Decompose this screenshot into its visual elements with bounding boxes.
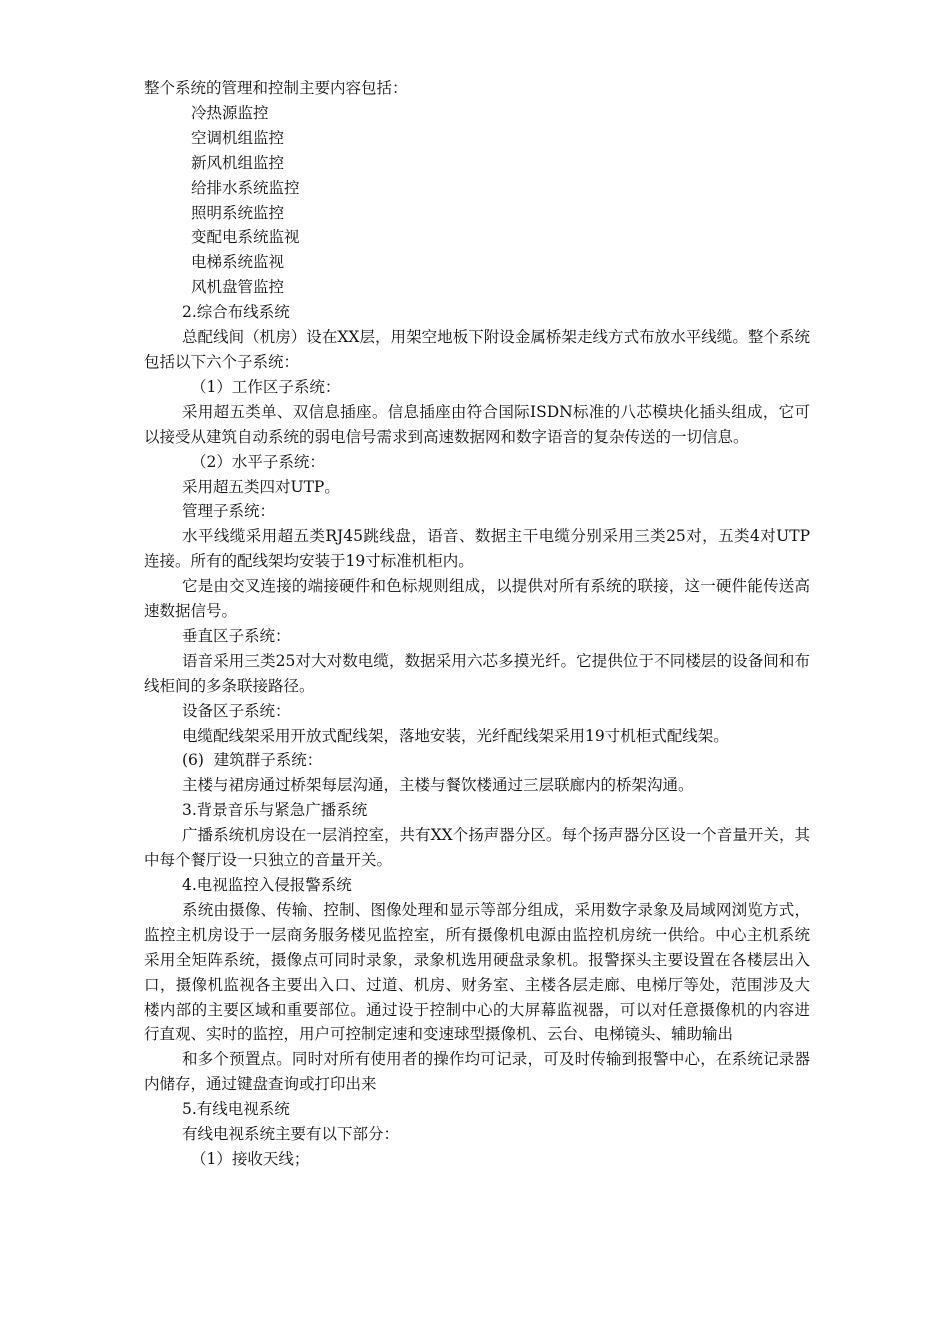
section-heading-cctv: 4.电视监控入侵报警系统: [182, 876, 352, 894]
paragraph-management-1: 水平线缆采用超五类RJ45跳线盘，语音、数据主干电缆分别采用三类25对，五类4对UTP连接。所有的配线架均安装于19寸标准机柜内。: [144, 527, 810, 571]
paragraph-cabling: 总配线间（机房）设在XX层，用架空地板下附设金属桥架走线方式布放水平线缆。整个系统包括以下六个子系统：: [144, 328, 810, 371]
monitor-list: [144, 101, 810, 300]
subsection-heading-campus: (6) 建筑群子系统：: [182, 751, 323, 770]
section-heading-catv: 5.有线电视系统: [182, 1100, 290, 1119]
list-item: 空调机组监控: [191, 128, 285, 147]
intro-text: 整个系统的管理和控制主要内容包括：: [144, 79, 408, 97]
paragraph-horizontal: 采用超五类四对UTP。: [182, 477, 340, 496]
section-heading-cabling: 2.综合布线系统: [182, 303, 290, 322]
list-item: 新风机组监控: [191, 153, 285, 172]
list-item: 风机盘管监控: [191, 278, 285, 297]
paragraph-cctv-2: 和多个预置点。同时对所有使用者的操作均可记录，可及时传输到报警中心，在系统记录器内储存，通过键盘查询或打印出来: [144, 1050, 810, 1094]
subsection-heading-management: 管理子系统：: [182, 502, 276, 521]
paragraph-cctv-1: 系统由摄像、传输、控制、图像处理和显示等部分组成，采用数字录象及局域网浏览方式，监控主机房设于一层商务服务楼见监控室，所有摄像机电源由监控机房统一供给。中心主机系统采用全矩阵系统，摄像点可同时录象，录象机选用硬盘录象机。报警探头主要设置在各楼层出入口，摄像机监视各主要出入口、过道、机房、财务室、主楼各层走廊、电梯厅等处，范围涉及大楼内部的主要区域和重要部位。通过设于控制中心的大屏幕监视器，可以对任意摄像机的内容进行直观、实时的监控，用户可控制定速和变速球型摄像机、云台、电梯镜头、辅助输出: [144, 900, 810, 1044]
list-item: 冷热源监控: [191, 103, 269, 122]
subsection-heading-work-area: （1）工作区子系统：: [191, 377, 341, 396]
section-heading-broadcast: 3.背景音乐与紧急广播系统: [182, 801, 368, 820]
catv-list-item: （1）接收天线；: [191, 1149, 310, 1168]
paragraph-catv: 有线电视系统主要有以下部分：: [182, 1125, 400, 1144]
subsection-heading-horizontal: （2）水平子系统：: [191, 452, 325, 471]
subsection-heading-equipment: 设备区子系统：: [182, 701, 291, 720]
paragraph-broadcast: 广播系统机房设在一层消控室，共有XX个扬声器分区。每个扬声器分区设一个音量开关，其中每个餐厅设一只独立的音量开关。: [144, 826, 810, 870]
paragraph-campus: 主楼与裙房通过桥架每层沟通，主楼与餐饮楼通过三层联廊内的桥架沟通。: [182, 776, 694, 795]
paragraph-equipment: 电缆配线架采用开放式配线架，落地安装，光纤配线架采用19寸机柜式配线架。: [182, 726, 729, 745]
list-item: 给排水系统监控: [191, 178, 300, 197]
list-item: 电梯系统监视: [191, 253, 285, 272]
list-item: 变配电系统监视: [191, 228, 300, 247]
subsection-heading-vertical: 垂直区子系统：: [182, 626, 291, 645]
paragraph-work-area: 采用超五类单、双信息插座。信息插座由符合国际ISDN标准的八芯模块化插头组成，它可以接受从建筑自动系统的弱电信号需求到高速数据网和数字语音的复杂传送的一切信息。: [144, 402, 810, 446]
paragraph-management-2: 它是由交叉连接的端接硬件和色标规则组成，以提供对所有系统的联接，这一硬件能传送高速数据信号。: [144, 577, 810, 621]
list-item: 照明系统监控: [191, 203, 285, 222]
document-page: [144, 76, 810, 1172]
paragraph-vertical: 语音采用三类25对大对数电缆，数据采用六芯多摸光纤。它提供位于不同楼层的设备间和布线柜间的多条联接路径。: [144, 651, 810, 695]
